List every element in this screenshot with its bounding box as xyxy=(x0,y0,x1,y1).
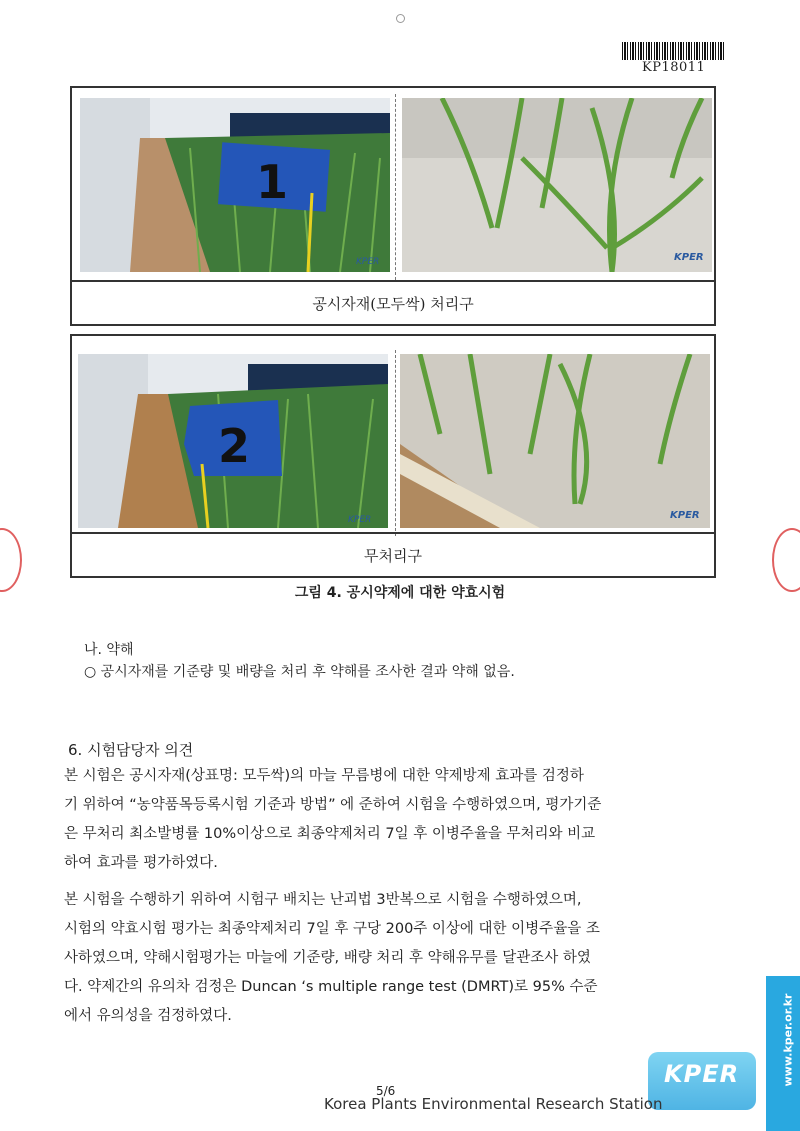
paragraph-line: 본 시험을 수행하기 위하여 시험구 배치는 난괴법 3반복으로 시험을 수행하였으며, xyxy=(64,892,582,908)
paragraph-line: 다. 약제간의 유의차 검정은 Duncan ‘s multiple range test (DMRT)로 95% 수준 xyxy=(64,979,598,995)
paragraph-line: 은 무처리 최소발병률 10%이상으로 최종약제처리 7일 후 이병주율을 무처리와 비교 xyxy=(64,826,596,842)
watermark: KPER xyxy=(670,510,700,521)
punch-hole xyxy=(396,14,405,23)
paragraph xyxy=(64,762,726,878)
paragraph-line: 에서 유의성을 검정하였다. xyxy=(64,1008,232,1024)
section-heading: 나. 약해 xyxy=(84,642,134,658)
photo-panel-untreated xyxy=(70,334,716,578)
watermark: KPER xyxy=(674,252,704,263)
photo-treated-closeup xyxy=(402,98,712,272)
document-id: KP18011 xyxy=(642,60,706,75)
bullet-text: 공시자재를 기준량 및 배량을 처리 후 약해를 조사한 결과 약해 없음. xyxy=(100,664,515,680)
photo-treated-field xyxy=(80,98,390,272)
photo-untreated-field xyxy=(78,354,388,528)
watermark: KPER xyxy=(348,515,372,525)
paragraph-line: 사하였으며, 약해시험평가는 마늘에 기준량, 배량 처리 후 약해유무를 달관조사 하였 xyxy=(64,950,591,966)
station-name: Korea Plants Environmental Research Station xyxy=(324,1095,663,1113)
page-number: 5/6 xyxy=(376,1084,396,1098)
figure-title: 그림 4. 공시약제에 대한 약효시험 xyxy=(294,585,506,601)
bullet-marker: ○ xyxy=(84,664,97,680)
photo-untreated-closeup xyxy=(400,354,710,528)
barcode xyxy=(622,42,724,60)
paragraph-line: 기 위하여 “농약품목등록시험 기준과 방법” 에 준하여 시험을 수행하였으며, 평가기준 xyxy=(64,797,602,813)
photo-divider xyxy=(395,94,396,280)
panel-caption: 공시자재(모두싹) 처리구 xyxy=(72,280,714,324)
paragraph xyxy=(64,886,726,1031)
kper-logo-text: KPER xyxy=(664,1060,740,1088)
paragraph-line: 시험의 약효시험 평가는 최종약제처리 7일 후 구당 200주 이상에 대한 이병주율을 조 xyxy=(64,921,600,937)
bullet-item xyxy=(84,658,515,687)
section-heading: 6. 시험담당자 의견 xyxy=(68,741,194,759)
photo-panel-treated xyxy=(70,86,716,326)
photo-divider xyxy=(395,350,396,536)
paragraph-line: 하여 효과를 평가하였다. xyxy=(64,855,218,871)
website-text: www.kper.or.kr xyxy=(781,993,795,1087)
plot-sign-number: 2 xyxy=(218,419,251,473)
plot-sign-number: 1 xyxy=(256,155,289,209)
paragraph-line: 본 시험은 공시자재(상표명: 모두싹)의 마늘 무름병에 대한 약제방제 효과를 검정하 xyxy=(64,768,584,784)
watermark: KPER xyxy=(356,257,380,267)
panel-caption: 무처리구 xyxy=(72,532,714,576)
